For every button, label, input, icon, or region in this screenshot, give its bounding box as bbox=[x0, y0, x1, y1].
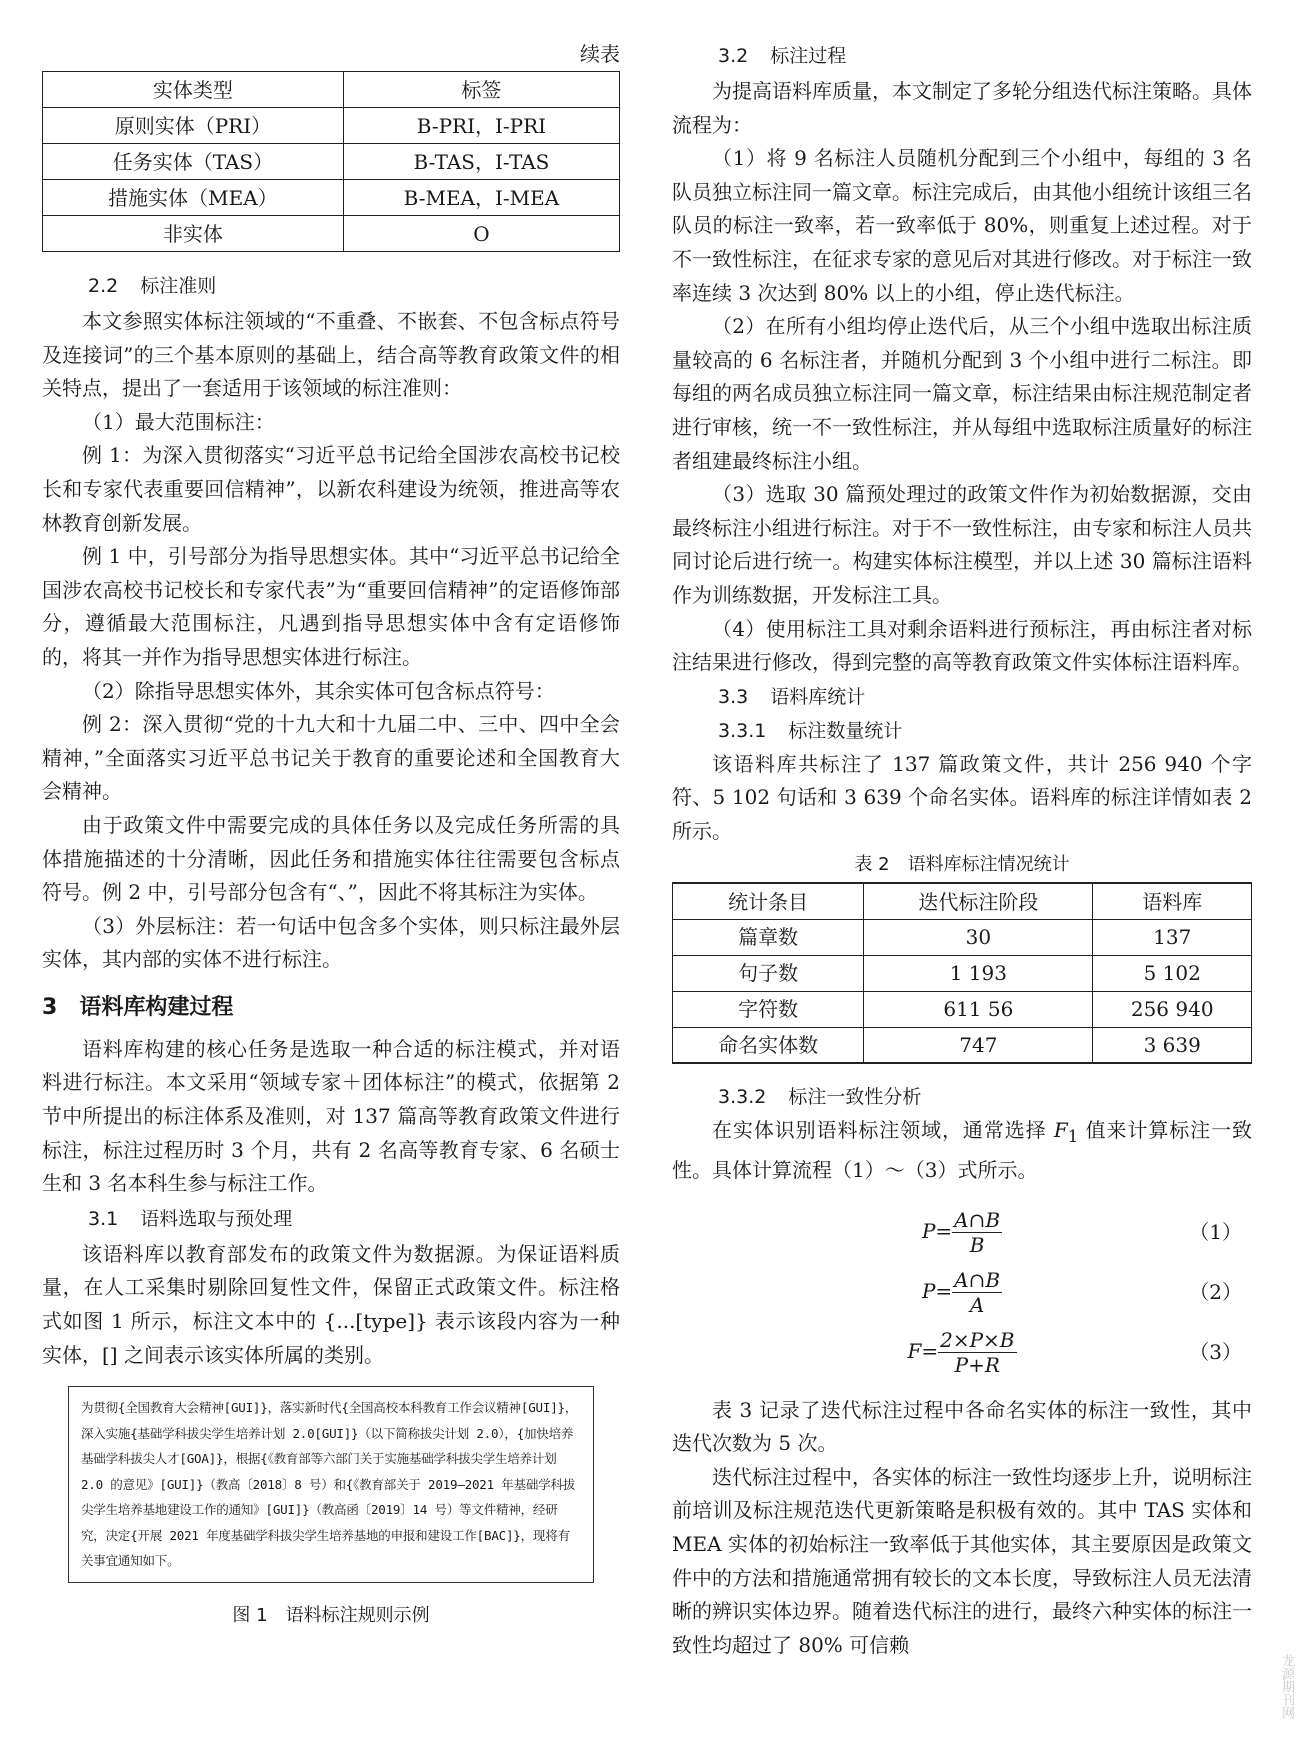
equation-formula bbox=[672, 1268, 1252, 1317]
paragraph-annotation-process: 为提高语料库质量，本文制定了多轮分组迭代标注策略。具体流程为： bbox=[672, 79, 1252, 137]
section-heading-3 bbox=[42, 983, 620, 1033]
table-row bbox=[673, 1027, 1252, 1063]
section-title: 标注数量统计 bbox=[788, 719, 903, 742]
section-number: 3.3.2 bbox=[718, 1086, 767, 1109]
corpus-statistics-table bbox=[672, 882, 1252, 1064]
table-cell: O bbox=[343, 216, 619, 252]
table-cell: 篇章数 bbox=[673, 919, 864, 955]
section-heading-3-3-1 bbox=[672, 714, 1252, 748]
rule-1: （1）最大范围标注： bbox=[82, 409, 275, 434]
table-continued-label: 续表 bbox=[580, 42, 620, 66]
table-cell: 句子数 bbox=[673, 955, 864, 991]
equation-2 bbox=[672, 1262, 1252, 1322]
watermark-text: 龙源期刊网 bbox=[1279, 1654, 1294, 1719]
table-cell: B-TAS，I-TAS bbox=[343, 144, 619, 180]
fraction-denominator: B bbox=[969, 1232, 985, 1257]
rule-2: （2）除指导思想实体外，其余实体可包含标点符号： bbox=[82, 678, 555, 703]
equation-number: （1） bbox=[1189, 1219, 1242, 1244]
equation-formula bbox=[672, 1208, 1252, 1257]
section-number: 3.3 bbox=[718, 685, 749, 708]
table-row bbox=[43, 180, 620, 216]
table-header-row bbox=[43, 72, 620, 108]
table-cell: 137 bbox=[1093, 919, 1252, 955]
section-title: 语料选取与预处理 bbox=[140, 1207, 293, 1230]
process-step-1: （1）将 9 名标注人员随机分配到三个小组中，每组的 3 名队员独立标注同一篇文章。标注完成后，由其他小组统计该组三名队员的标注一致率，若一致率低于 80%，则重复上述过程。对于不一致性标注，在征求专家的意见后对其进行修改。对于标注一致率连续 3 次达到 80% 以上的小组，停止迭代标注。 bbox=[672, 146, 1252, 305]
process-step-4: （4）使用标注工具对剩余语料进行预标注，再由标注者对标注结果进行修改，得到完整的高等教育政策文件实体标注语料库。 bbox=[672, 616, 1252, 675]
table-cell: 命名实体数 bbox=[673, 1027, 864, 1063]
section-title: 语料库统计 bbox=[770, 685, 866, 708]
equation-3 bbox=[672, 1322, 1252, 1382]
table-cell: 3 639 bbox=[1093, 1027, 1252, 1063]
paragraph-consistency-analysis bbox=[672, 1114, 1252, 1187]
equation-fraction bbox=[952, 1268, 1002, 1317]
example-2-explanation: 由于政策文件中需要完成的具体任务以及完成任务所需的具体措施描述的十分清晰，因此任务和措施实体往往需要包含标点符号。例 2 中，引号部分包含有“、”，因此不将其标注为实体。 bbox=[42, 812, 620, 905]
figure-1-annotation-example: 为贯彻{全国教育大会精神[GUI]}，落实新时代{全国高校本科教育工作会议精神[GUI]}，深入实施{基础学科拔尖学生培养计划 2.0[GUI]}（以下简称拔尖计划 2.0），{加快培养基础学科拔尖人才[GOA]}，根据{《教育部等六部门关于实施基础学科拔尖学生培养计划 2.0 的意见》[GUI]}（教高〔2018〕8 号）和{《教育部关于 2019—2021 年基础学科拔尖学生培养基地建设工作的通知》[GUI]}（教高函〔2019〕14 号）等文件精神，经研究，决定{开展 2021 年度基础学科拔尖学生培养基地的申报和建设工作[BAC]}，现将有关事宜通知如下。 bbox=[68, 1386, 594, 1583]
equation-lhs: P= bbox=[921, 1278, 953, 1303]
fraction-numerator: A∩B bbox=[954, 1267, 1001, 1292]
section-number: 3.1 bbox=[88, 1207, 119, 1230]
example-1-explanation: 例 1 中，引号部分为指导思想实体。其中“习近平总书记给全国涉农高校书记校长和专家代表”为“重要回信精神”的定语修饰部分，遵循最大范围标注，凡遇到指导思想实体中含有定语修饰的，将其一并作为指导思想实体进行标注。 bbox=[42, 544, 620, 669]
paragraph-table-3-intro: 表 3 记录了迭代标注过程中各命名实体的标注一致性，其中迭代次数为 5 次。 bbox=[672, 1397, 1252, 1456]
fraction-denominator: A bbox=[969, 1292, 985, 1317]
math-variable: F bbox=[1053, 1118, 1068, 1143]
equation-formula bbox=[672, 1328, 1252, 1377]
table-row bbox=[673, 955, 1252, 991]
table-header-row bbox=[673, 883, 1252, 919]
left-column bbox=[42, 38, 620, 1632]
table-row bbox=[673, 919, 1252, 955]
table-header-cell: 统计条目 bbox=[673, 883, 864, 919]
table-header-cell: 实体类型 bbox=[43, 72, 344, 108]
fraction-numerator: 2×P×B bbox=[940, 1327, 1015, 1352]
section-title: 标注准则 bbox=[140, 275, 217, 297]
table-cell: 256 940 bbox=[1093, 991, 1252, 1027]
process-step-2: （2）在所有小组均停止迭代后，从三个小组中选取出标注质量较高的 6 名标注者，并随机分配到 3 个小组中进行二标注。即每组的两名成员独立标注同一篇文章，标注结果由标注规范制定者进行审核，统一不一致性标注，并从每组中选取标注质量好的标注者组建最终标注小组。 bbox=[672, 314, 1252, 473]
section-title: 标注过程 bbox=[770, 45, 847, 67]
example-2: 例 2：深入贯彻“党的十九大和十九届二中、三中、四中全会精神，”全面落实习近平总书记关于教育的重要论述和全国教育大会精神。 bbox=[42, 712, 620, 804]
section-heading-3-1 bbox=[42, 1201, 620, 1238]
section-heading-2-2 bbox=[42, 268, 620, 305]
table-2-caption: 表 2 语料库标注情况统计 bbox=[854, 854, 1070, 876]
equation-number: （3） bbox=[1189, 1339, 1242, 1364]
table-cell: 747 bbox=[864, 1027, 1093, 1063]
table-cell: B-MEA，I-MEA bbox=[343, 180, 619, 216]
equation-number: （2） bbox=[1189, 1279, 1242, 1304]
figure-1-caption: 图 1 语料标注规则示例 bbox=[232, 1604, 430, 1626]
rule-3: （3）外层标注：若一句话中包含多个实体，则只标注最外层实体，其内部的实体不进行标注。 bbox=[42, 913, 620, 972]
equation-1 bbox=[672, 1202, 1252, 1262]
entity-label-table bbox=[42, 71, 620, 252]
fraction-denominator: P+R bbox=[954, 1352, 1000, 1377]
paragraph-corpus-construction: 语料库构建的核心任务是选取一种合适的标注模式，并对语料进行标注。本文采用“领域专家＋团体标注”的模式，依据第 2 节中所提出的标注体系及准则，对 137 篇高等教育政策文件进行标注，标注过程历时 3 个月，共有 2 名高等教育专家、6 名硕士生和 3 名本科生参与标注工作。 bbox=[42, 1036, 620, 1196]
table-cell: 30 bbox=[864, 919, 1093, 955]
section-title: 语料库构建过程 bbox=[79, 994, 234, 1020]
paragraph-annotation-principles: 本文参照实体标注领域的“不重叠、不嵌套、不包含标点符号及连接词”的三个基本原则的基础上，结合高等教育政策文件的相关特点，提出了一套适用于该领域的标注准则： bbox=[42, 309, 620, 401]
table-cell: B-PRI，I-PRI bbox=[343, 108, 619, 144]
table-cell: 5 102 bbox=[1093, 955, 1252, 991]
fraction-numerator: A∩B bbox=[954, 1207, 1001, 1232]
table-cell: 非实体 bbox=[43, 216, 344, 252]
section-title: 标注一致性分析 bbox=[788, 1086, 922, 1109]
paragraph-corpus-selection: 该语料库以教育部发布的政策文件为数据源。为保证语料质量，在人工采集时剔除回复性文件，保留正式政策文件。标注格式如图 1 所示，标注文本中的 {...[type]} 表示该段内容为一种实体，[] 之间表示该实体所属的类别。 bbox=[42, 1241, 620, 1367]
equation-lhs: P= bbox=[921, 1218, 953, 1243]
table-header-cell: 语料库 bbox=[1093, 883, 1252, 919]
table-row bbox=[43, 216, 620, 252]
table-cell: 原则实体（PRI） bbox=[43, 108, 344, 144]
right-column bbox=[672, 38, 1252, 1662]
table-cell: 任务实体（TAS） bbox=[43, 144, 344, 180]
process-step-3: （3）选取 30 篇预处理过的政策文件作为初始数据源，交由最终标注小组进行标注。对于不一致性标注，由专家和标注人员共同讨论后进行统一。构建实体标注模型，并以上述 30 篇标注语料作为训练数据，开发标注工具。 bbox=[672, 482, 1252, 607]
paragraph-consistency-result: 迭代标注过程中，各实体的标注一致性均逐步上升，说明标注前培训及标注规范迭代更新策略是积极有效的。其中 TAS 实体和 MEA 实体的初始标注一致率低于其他实体，其主要原因是政策文件中的方法和措施通常拥有较长的文本长度，导致标注人员无法清晰的辨识实体边界。随着迭代标注的进行，最终六种实体的标注一致性均超过了 80% 可信赖 bbox=[672, 1464, 1252, 1657]
table-cell: 字符数 bbox=[673, 991, 864, 1027]
paragraph-annotation-count: 该语料库共标注了 137 篇政策文件，共计 256 940 个字符、5 102 句话和 3 639 个命名实体。语料库的标注详情如表 2 所示。 bbox=[672, 751, 1252, 843]
table-header-cell: 标签 bbox=[343, 72, 619, 108]
section-number: 3 bbox=[42, 994, 58, 1020]
section-heading-3-2 bbox=[672, 38, 1252, 75]
example-1: 例 1：为深入贯彻落实“习近平总书记给全国涉农高校书记校长和专家代表重要回信精神”，以新农科建设为统领，推进高等农林教育创新发展。 bbox=[42, 443, 620, 535]
equation-fraction bbox=[952, 1208, 1002, 1257]
table-row bbox=[43, 108, 620, 144]
math-subscript: 1 bbox=[1067, 1127, 1079, 1147]
text-fragment: 值来计算标注一致性。具体计算流程（1）～（3）式所示。 bbox=[672, 1118, 1253, 1183]
section-heading-3-3 bbox=[672, 680, 1252, 714]
section-heading-3-3-2 bbox=[672, 1080, 1252, 1114]
section-number: 2.2 bbox=[88, 275, 119, 297]
equation-lhs: F= bbox=[907, 1338, 939, 1363]
table-cell: 措施实体（MEA） bbox=[43, 180, 344, 216]
table-row bbox=[673, 991, 1252, 1027]
table-header-cell: 迭代标注阶段 bbox=[864, 883, 1093, 919]
equation-fraction bbox=[938, 1328, 1016, 1377]
section-number: 3.3.1 bbox=[718, 719, 767, 742]
text-fragment: 在实体识别语料标注领域，通常选择 bbox=[712, 1118, 1054, 1143]
table-row bbox=[43, 144, 620, 180]
section-number: 3.2 bbox=[718, 45, 749, 67]
table-cell: 611 56 bbox=[864, 991, 1093, 1027]
table-cell: 1 193 bbox=[864, 955, 1093, 991]
